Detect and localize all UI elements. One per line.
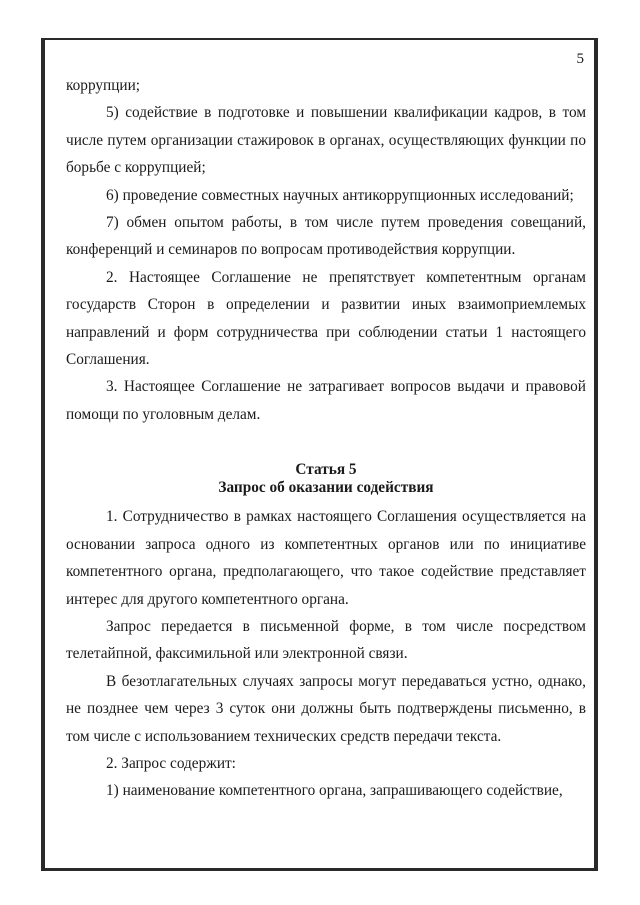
paragraph: 1) наименование компетентного органа, запрашивающего содействие, (106, 782, 563, 800)
paragraph: 6) проведение совместных научных антикоррупционных исследований; (106, 186, 574, 204)
paragraph: 3. Настоящее Соглашение не затрагивает вопросов выдачи и правовой помощи по уголовным делам. (66, 378, 586, 423)
paragraph: коррупции; (66, 77, 141, 94)
paragraph: 2. Запрос содержит: (106, 754, 236, 772)
paragraph: Запрос передается в письменной форме, в том числе посредством телетайпной, факсимильной или электронной связи. (66, 617, 586, 663)
article-heading (66, 461, 586, 497)
paragraphs-after-article (66, 503, 586, 804)
document-body (66, 72, 586, 805)
paragraph: 2. Настоящее Соглашение не препятствует компетентным органам государств Сторон в определении и развитии иных взаимоприемлемых направлений и форм сотрудничества при соблюдении статьи 1 настоящего Соглашения. (66, 268, 586, 369)
paragraph: 1. Сотрудничество в рамках настоящего Соглашения осуществляется на основании запроса одного из компетентных органов или по инициативе компетентного органа, предполагающего, что такое содействие представляет интерес для другого компетентного органа. (66, 508, 586, 608)
paragraph: 5) содействие в подготовке и повышении квалификации кадров, в том числе путем организации стажировок в органах, осуществляющих функции по борьбе с коррупцией; (66, 104, 586, 177)
article-number: Статья 5 (295, 461, 357, 479)
paragraphs-before-article (66, 72, 586, 428)
page-number: 5 (576, 51, 584, 67)
paragraph: В безотлагательных случаях запросы могут передаваться устно, однако, не позднее чем через 3 суток они должны быть подтверждены письменно, в том числе с использованием технических средств передачи текста. (66, 672, 586, 745)
article-title: Запрос об оказании содействия (218, 479, 434, 497)
paragraph: 7) обмен опытом работы, в том числе путем проведения совещаний, конференций и семинаров по вопросам противодействия коррупции. (66, 214, 586, 259)
